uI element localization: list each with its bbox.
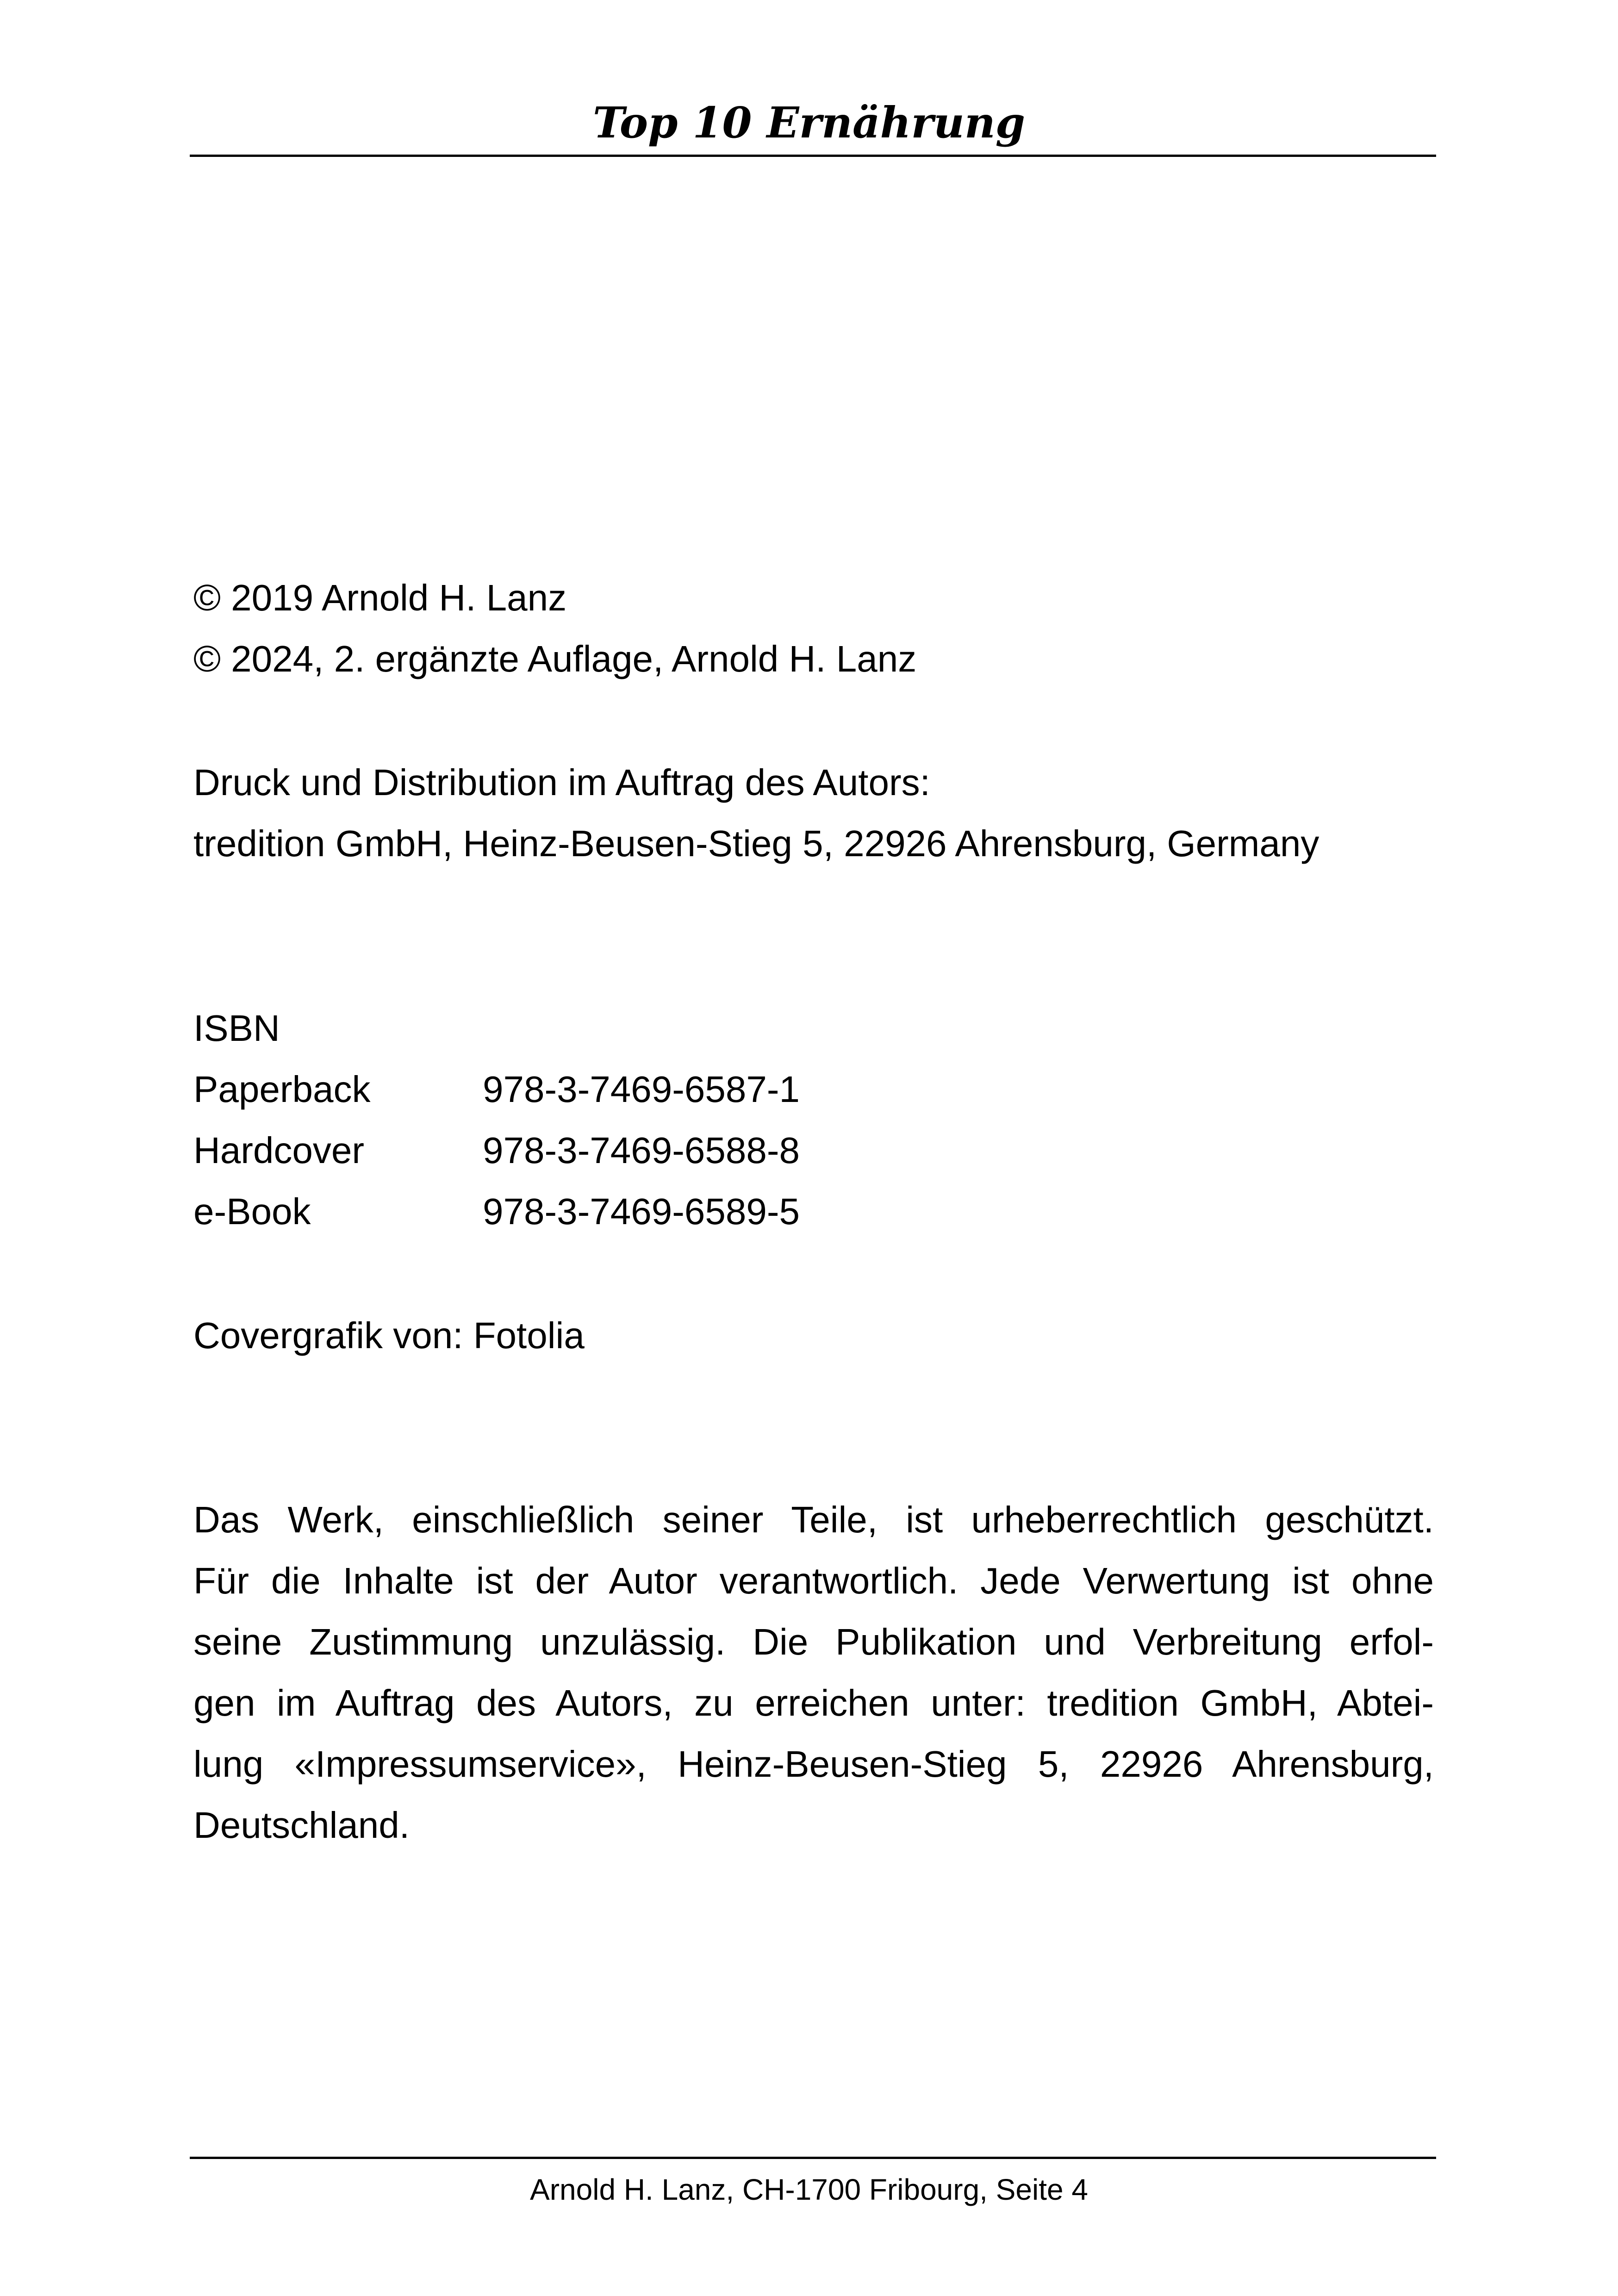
legal-notice-line: Das Werk, einschließlich seiner Teile, ist urheberrechtlich geschützt.: [193, 1499, 1434, 1540]
isbn-row-paperback: [193, 1059, 800, 1120]
copyright-line-2: © 2024, 2. ergänzte Auflage, Arnold H. Lanz: [193, 638, 917, 679]
legal-notice: [193, 1489, 1434, 1856]
print-distribution-line-1: Druck und Distribution im Auftrag des Autors:: [193, 762, 930, 803]
isbn-value: 978-3-7469-6588-8: [483, 1130, 800, 1171]
isbn-value: 978-3-7469-6587-1: [483, 1069, 800, 1110]
header-rule: [190, 155, 1436, 157]
legal-notice-line: Für die Inhalte ist der Autor verantwortlich. Jede Verwertung ist ohne: [193, 1560, 1434, 1601]
print-distribution-line-2: tredition GmbH, Heinz-Beusen-Stieg 5, 22926 Ahrensburg, Germany: [193, 823, 1319, 864]
footer-rule: [190, 2157, 1436, 2159]
page-footer: Arnold H. Lanz, CH-1700 Fribourg, Seite 4: [530, 2173, 1088, 2206]
isbn-value: 978-3-7469-6589-5: [483, 1191, 800, 1232]
isbn-label: Hardcover: [193, 1130, 365, 1171]
legal-notice-line: gen im Auftrag des Autors, zu erreichen unter: tredition GmbH, Abtei-: [193, 1682, 1434, 1724]
isbn-table: [193, 1059, 800, 1242]
legal-notice-line: lung «Impressumservice», Heinz-Beusen-Stieg 5, 22926 Ahrensburg,: [193, 1743, 1434, 1785]
legal-notice-line: seine Zustimmung unzulässig. Die Publikation und Verbreitung erfol-: [193, 1621, 1434, 1662]
isbn-label: Paperback: [193, 1069, 371, 1110]
isbn-label: e-Book: [193, 1191, 311, 1232]
isbn-heading: ISBN: [193, 1008, 280, 1049]
cover-credit: Covergrafik von: Fotolia: [193, 1315, 585, 1356]
isbn-row-hardcover: [193, 1120, 800, 1181]
running-header-title: Top 10 Ernährung: [592, 98, 1026, 148]
isbn-row-ebook: [193, 1181, 800, 1242]
copyright-line-1: © 2019 Arnold H. Lanz: [193, 577, 567, 618]
legal-notice-line: Deutschland.: [193, 1804, 410, 1846]
